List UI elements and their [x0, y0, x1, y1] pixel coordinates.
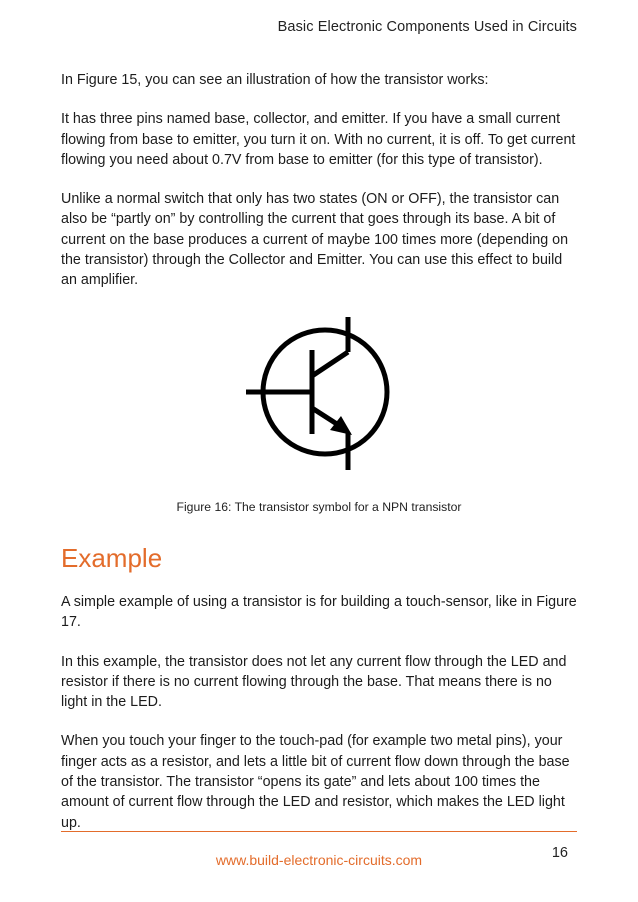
section-title: Example: [61, 543, 163, 573]
npn-transistor-symbol-icon: [244, 312, 394, 474]
paragraph: It has three pins named base, collector, and emitter. If you have a small current flowing from base to emitter, you turn it on. With no current, it is off. To get current flowing you need about 0.7V from base to emitter (for this type of transistor).: [61, 111, 576, 168]
example-text: [61, 592, 581, 852]
intro-text: [61, 70, 581, 310]
footer-divider: [61, 831, 577, 832]
page-number: 16: [551, 845, 568, 861]
paragraph: In Figure 15, you can see an illustration of how the transistor works:: [61, 72, 489, 88]
paragraph: When you touch your finger to the touch-pad (for example two metal pins), your finger acts as a resistor, and lets a little bit of current flow down through the base of the transistor. The transistor “opens its gate” and lets about 100 times the amount of current flow through the LED and resistor, which makes the LED light up.: [61, 733, 570, 831]
collector-diagonal: [312, 352, 348, 376]
paragraph: Unlike a normal switch that only has two states (ON or OFF), the transistor can also be “partly on” by controlling the current that goes through its base. A bit of current on the base produces a current of maybe 100 times more (depending on the transistor) through the Collector and Emitter. You can use this effect to build an amplifier.: [61, 191, 569, 289]
running-header: Basic Electronic Components Used in Circuits: [277, 19, 577, 35]
figure-16: [61, 312, 577, 522]
paragraph: In this example, the transistor does not let any current flow through the LED and resistor if there is no current flowing through the base. That means there is no light in the LED.: [61, 653, 567, 711]
figure-caption: Figure 16: The transistor symbol for a NPN transistor: [176, 500, 462, 514]
paragraph: A simple example of using a transistor is for building a touch-sensor, like in Figure 17.: [61, 594, 577, 631]
website-link[interactable]: www.build-electronic-circuits.com: [215, 852, 423, 868]
